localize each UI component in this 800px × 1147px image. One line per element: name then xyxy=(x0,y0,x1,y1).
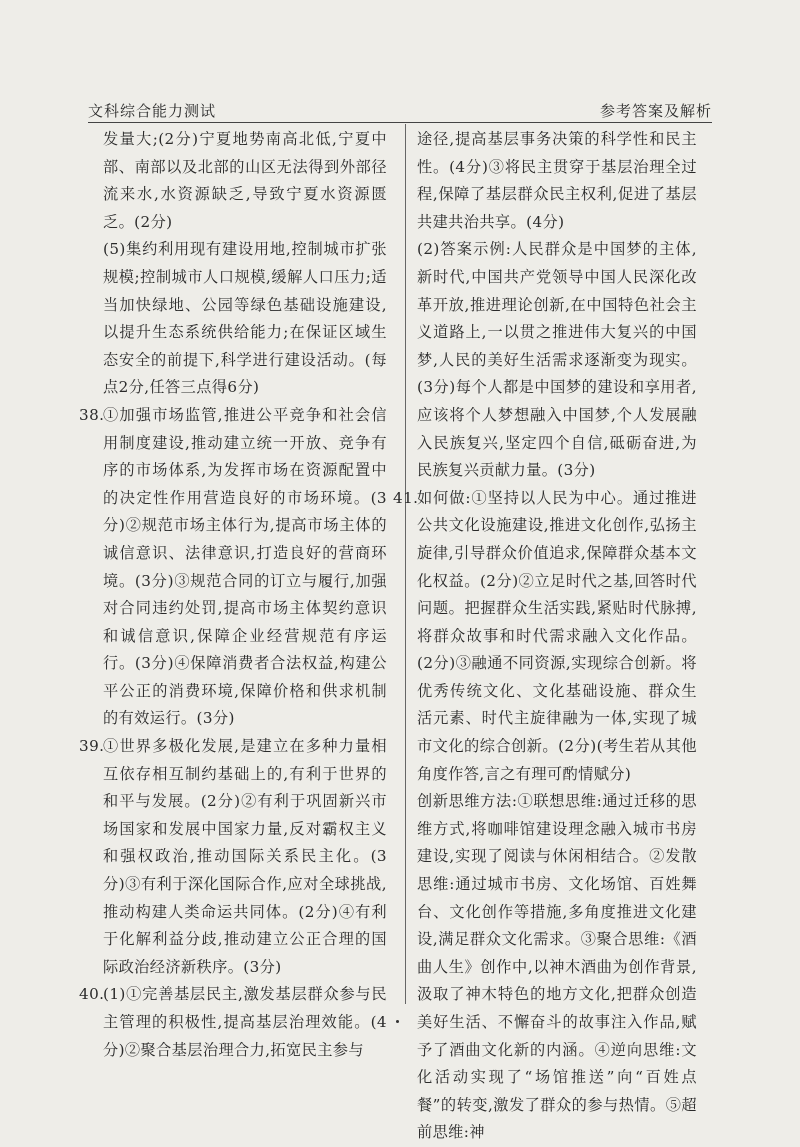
question-38-answer: ①加强市场监管,推进公平竞争和社会信用制度建设,推动建立统一开放、竞争有序的市场体系,为发挥市场在资源配置中的决定性作用营造良好的市场环境。(3分)②规范市场主体行为,提高市场主体的诚信意识、法律意识,打造良好的营商环境。(3分)③规范合同的订立与履行,加强对合同违约处罚,提高市场主体契约意识和诚信意识,保障企业经营规范有序运行。(3分)④保障消费者合法权益,构建公平公正的消费环境,保障价格和供求机制的有效运行。(3分) xyxy=(103,405,387,728)
question-41-answer: 如何做:①坚持以人民为中心。通过推进公共文化设施建设,推进文化创作,弘扬主旋律,引导群众价值追求,保障群众基本文化权益。(2分)②立足时代之基,回答时代问题。把握群众生活实践,紧贴时代脉搏,将群众故事和时代需求融入文化作品。(2分)③融通不同资源,实现综合创新。将优秀传统文化、文化基础设施、群众生活元素、时代主旋律融为一体,实现了城市文化的综合创新。(2分)(考生若从其他角度作答,言之有理可酌情赋分) xyxy=(417,488,697,783)
page-header xyxy=(88,100,712,123)
right-column xyxy=(393,126,697,1147)
question-40-number: 40. xyxy=(79,985,105,1004)
question-39-number: 39. xyxy=(79,737,105,756)
question-41 xyxy=(393,485,697,789)
answer-40-part-2: (2)答案示例:人民群众是中国梦的主体,新时代,中国共产党领导中国人民深化改革开放,推进理论创新,在中国特色社会主义道路上,一以贯之推进伟大复兴的中国梦,人民的美好生活需求逐渐变为现实。(3分)每个人都是中国梦的建设和享用者,应该将个人梦想融入中国梦,个人发展融入民族复兴,坚定四个自信,砥砺奋进,为民族复兴贡献力量。(3分) xyxy=(417,240,697,480)
page-mark-dot xyxy=(396,1020,399,1023)
answer-40-continuation: 途径,提高基层事务决策的科学性和民主性。(4分)③将民主贯穿于基层治理全过程,保障了基层群众民主权利,促进了基层共建共治共享。(4分) xyxy=(417,130,697,231)
header-section-title: 参考答案及解析 xyxy=(599,102,712,120)
innovative-thinking-methods: 创新思维方法:①联想思维:通过迁移的思维方式,将咖啡馆建设理念融入城市书房建设,实现了阅读与休闲相结合。②发散思维:通过城市书房、文化场馆、百姓舞台、文化创作等措施,多角度推进文化建设,满足群众文化需求。③聚合思维:《酒曲人生》创作中,以神木酒曲为创作背景,汲取了神木特色的地方文化,把群众创造美好生活、不懈奋斗的故事注入作品,赋予了酒曲文化新的内涵。④逆向思维:文化活动实现了“场馆推送”向“百姓点餐”的转变,激发了群众的参与热情。⑤超前思维:神 xyxy=(417,792,697,1142)
question-41-number: 41. xyxy=(393,488,419,507)
answer-continuation: 发量大;(2分)宁夏地势南高北低,宁夏中部、南部以及北部的山区无法得到外部径流来水,水资源缺乏,导致宁夏水资源匮乏。(2分) xyxy=(103,130,387,231)
question-40-answer: (1)①完善基层民主,激发基层群众参与民主管理的积极性,提高基层治理效能。(4分)②聚合基层治理合力,拓宽民主参与 xyxy=(103,985,387,1059)
question-38 xyxy=(79,402,387,733)
column-divider xyxy=(405,124,406,1004)
header-subject-title: 文科综合能力测试 xyxy=(88,102,217,120)
left-column xyxy=(79,126,387,1064)
question-39-answer: ①世界多极化发展,是建立在多种力量相互依存相互制约基础上的,有利于世界的和平与发展。(2分)②有利于巩固新兴市场国家和发展中国家力量,反对霸权主义和强权政治,推动国际关系民主化。(3分)③有利于深化国际合作,应对全球挑战,推动构建人类命运共同体。(2分)④有利于化解利益分歧,推动建立公正合理的国际政治经济新秩序。(3分) xyxy=(103,737,387,976)
question-38-number: 38. xyxy=(79,405,105,424)
question-39 xyxy=(79,733,387,981)
answer-part-5: (5)集约利用现有建设用地,控制城市扩张规模;控制城市人口规模,缓解人口压力;适当加快绿地、公园等绿色基础设施建设,以提升生态系统供给能力;在保证区域生态安全的前提下,科学进行建设活动。(每点2分,任答三点得6分) xyxy=(103,240,387,397)
question-40 xyxy=(79,981,387,1064)
